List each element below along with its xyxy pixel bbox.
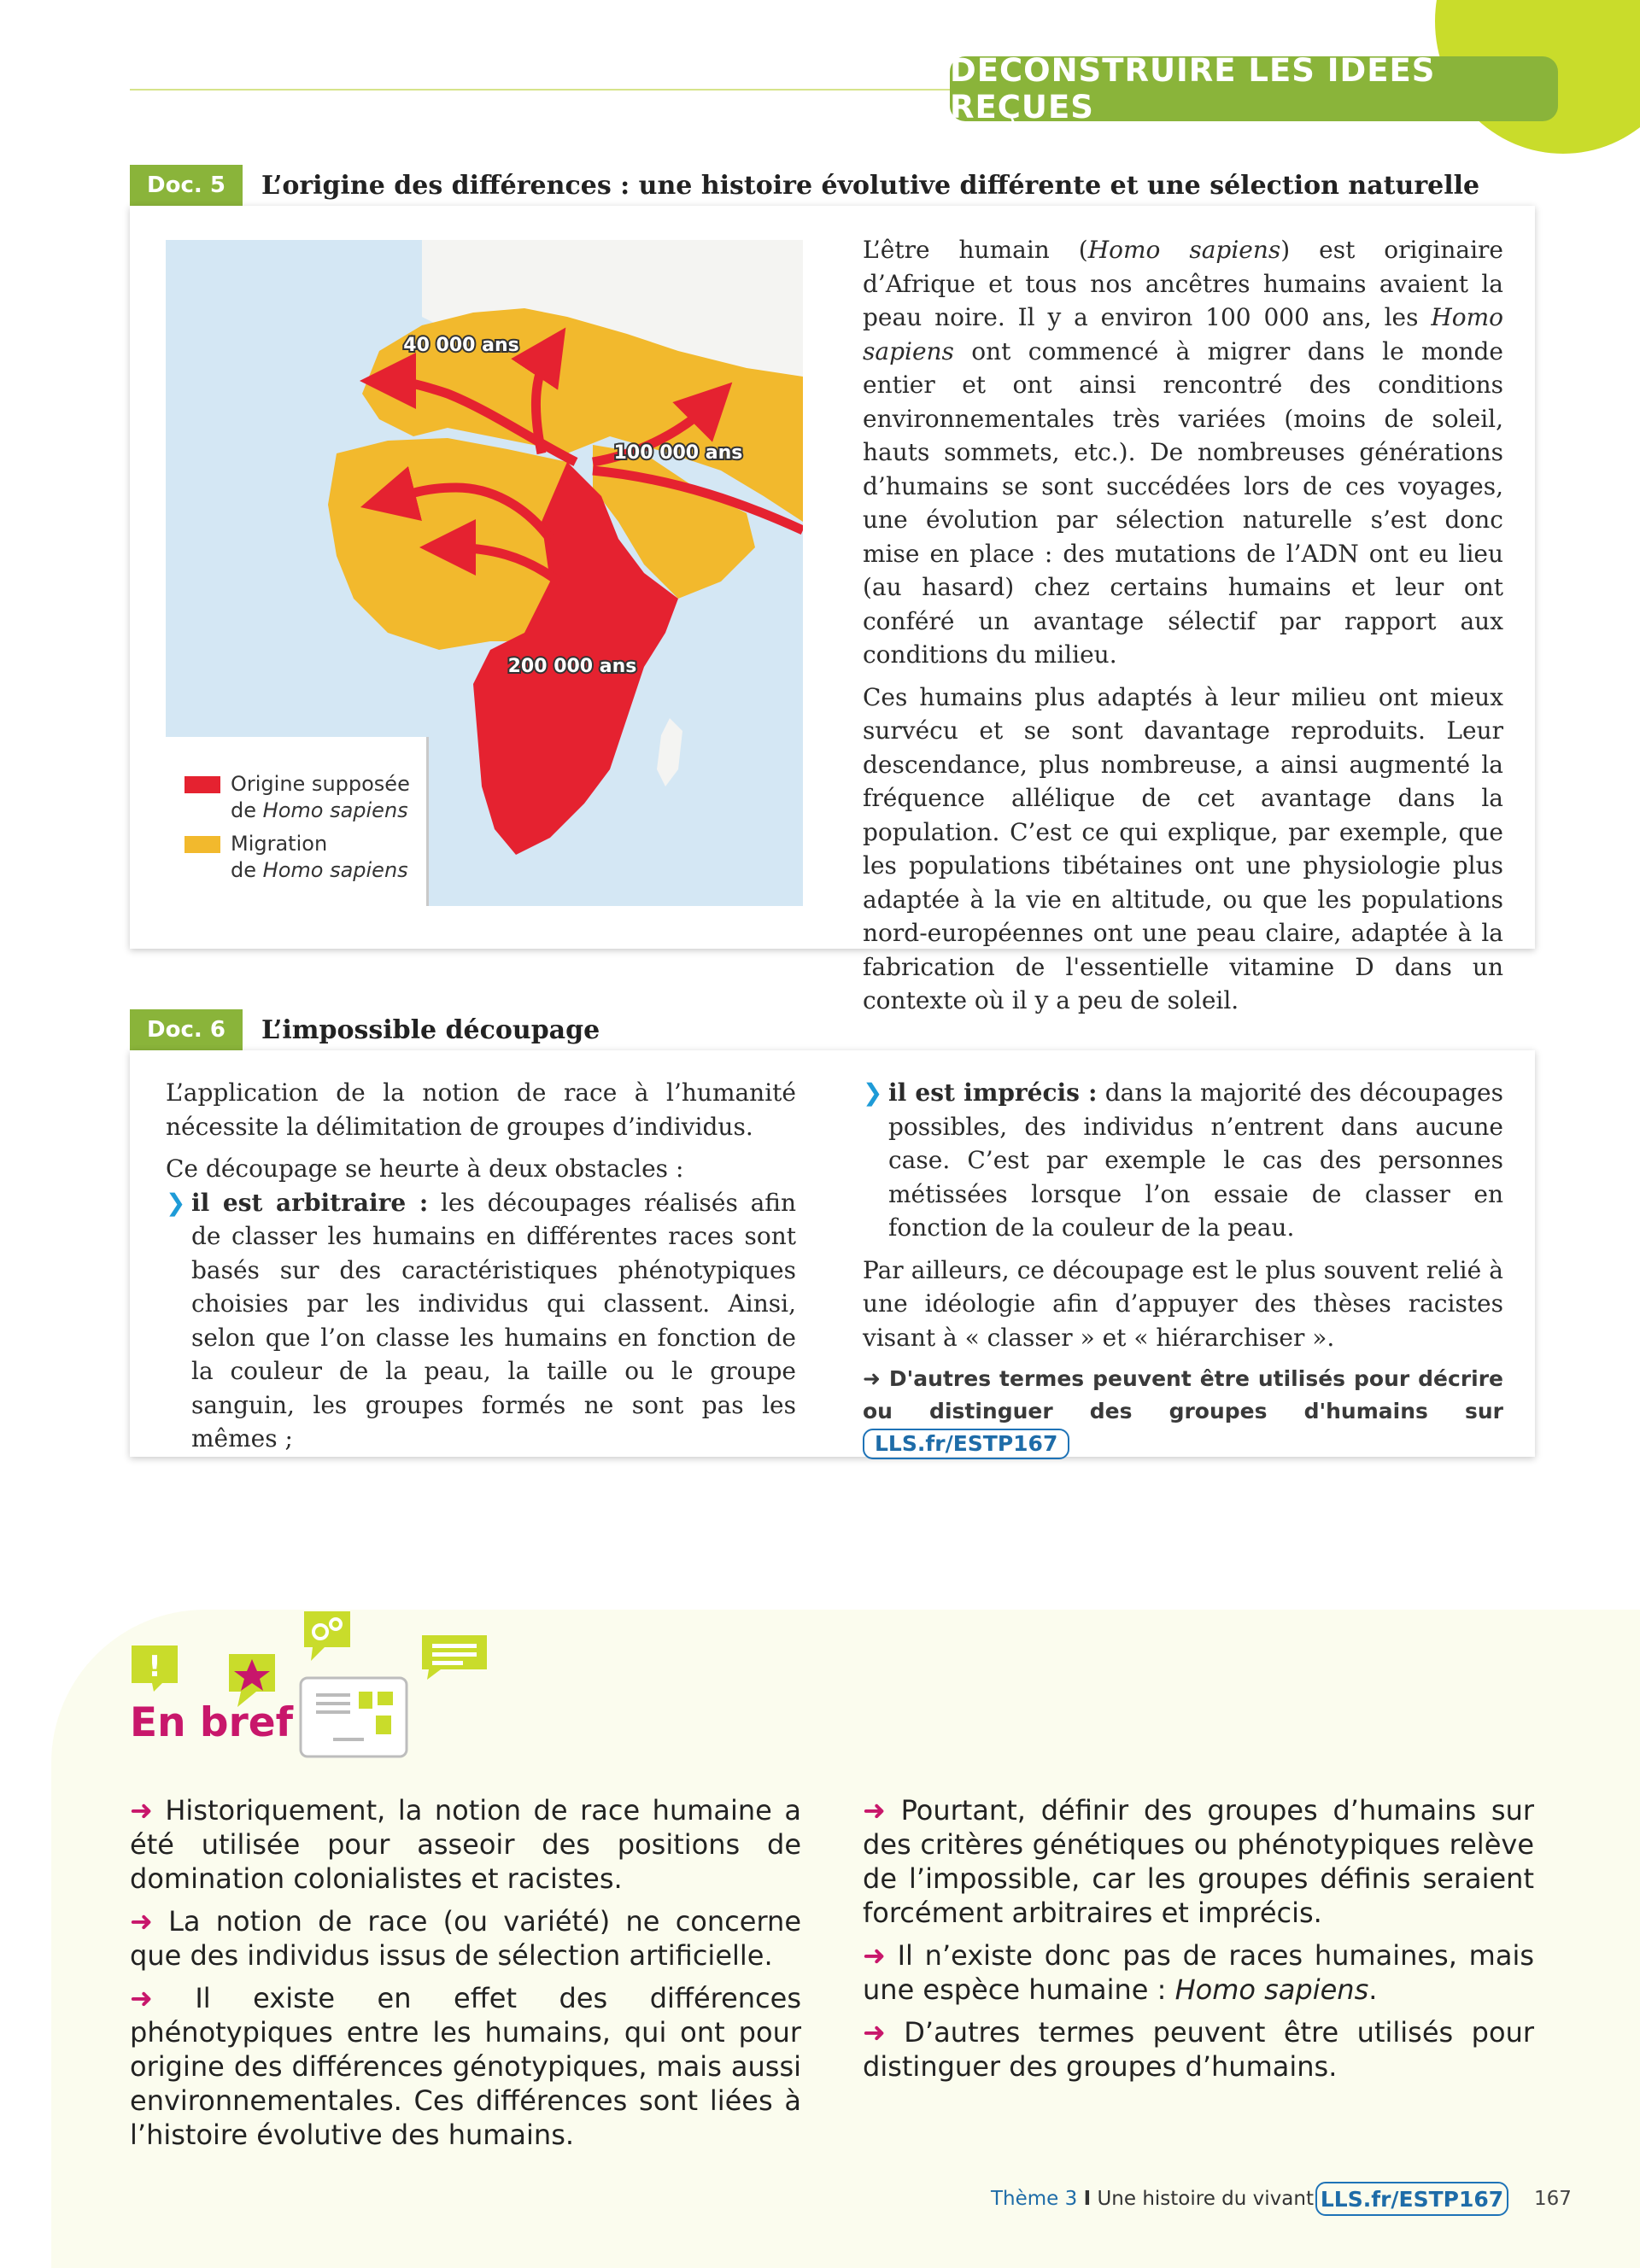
label-200000: 200 000 ans	[507, 656, 637, 677]
page-number: 167	[1534, 2188, 1572, 2210]
exclamation-bubble-icon	[132, 1645, 178, 1692]
svg-text:!: !	[148, 1650, 161, 1684]
doc6-obstacles: Ce découpage se heurte à deux obstacles :	[166, 1154, 684, 1183]
chevron-right-icon: ❯	[166, 1188, 186, 1217]
arrow-right-icon: ➜	[130, 1982, 153, 2014]
page-footer	[0, 2182, 1640, 2216]
brief-item-6: ➜ D’autres termes peuvent être utilisés pour distinguer des groupes d’humains.	[863, 2016, 1535, 2083]
doc6-bullet-arbitrary: ❯ il est arbitraire : les découpages réalisés afin de classer les humains en différentes races sont basés sur des caractéristiques phénotypiques choisies par les individus qui classent. Ainsi, selon que l’on classe les humains en fonction de la couleur de la peau, la taille ou le groupe sanguin, les groupes formés ne sont pas les mêmes ;	[166, 1186, 796, 1456]
doc5-header	[130, 165, 1479, 206]
brief-item-1: ➜ Historiquement, la notion de race humaine a été utilisée pour asseoir des positions de domination colonialistes et racistes.	[130, 1794, 802, 1895]
doc6-card	[130, 1050, 1535, 1457]
arrow-right-icon: ➜	[863, 2016, 886, 2049]
legend-migration	[184, 831, 426, 884]
doc6-left-column	[166, 1076, 796, 1456]
migration-swatch	[184, 836, 220, 853]
header-rule	[130, 89, 984, 91]
doc5-card	[130, 206, 1535, 1014]
doc6-intro: L’application de la notion de race à l’humanité nécessite la délimitation de groupes d’individus.	[166, 1078, 796, 1141]
doc6-web-link[interactable]: LLS.fr/ESTP167	[863, 1429, 1069, 1459]
legend-origin-line2: de Homo sapiens	[231, 798, 408, 822]
arrow-right-icon: ➜	[130, 1905, 153, 1938]
legend-migration-line2: de Homo sapiens	[231, 858, 408, 882]
doc6-header	[130, 1009, 600, 1050]
doc6-web-note: ➜ D'autres termes peuvent être utilisés pour décrire ou distinguer des groupes d'humains sur LLS.fr/ESTP167	[863, 1363, 1503, 1460]
doc5-title: L’origine des différences : une histoire évolutive différente et une sélection naturelle	[261, 170, 1480, 201]
legend-migration-line1: Migration	[231, 832, 328, 856]
map-legend	[166, 737, 429, 906]
chevron-right-icon: ❯	[863, 1078, 883, 1107]
doc5-paragraph2: Ces humains plus adaptés à leur milieu ont mieux survécu et se sont davantage reproduits. Leur descendance, plus nombreuse, a ainsi augmenté la fréquence allélique de cet avantage dans la population. C’est ce qui explique, par exemple, que les populations tibétaines ont une physiologie plus adaptée à la vie en altitude, ou que les populations nord-européennes ont une peau claire, adaptée à la fabrication de l'essentielle vitamine D dans un contexte où il y a peu de soleil.	[863, 682, 1503, 1014]
brief-item-4: ➜ Pourtant, définir des groupes d’humains sur des critères génétiques ou phénotypiques relève de l’impossible, car les groupes définis seraient forcément arbitraires et imprécis.	[863, 1794, 1535, 1929]
brief-item-5: ➜ Il n’existe donc pas de races humaines, mais une espèce humaine : Homo sapiens.	[863, 1939, 1535, 2006]
brief-title: En bref	[130, 1699, 294, 1746]
brief-left-column	[130, 1793, 801, 2160]
doc6-tag: Doc. 6	[130, 1009, 243, 1050]
doc5-tag: Doc. 5	[130, 165, 243, 206]
doc5-paragraph1: L’être humain (Homo sapiens) est originaire d’Afrique et tous nos ancêtres humains avaient la peau noire. Il y a environ 100 000 ans, les Homo sapiens ont commencé à migrer dans le monde entier et ont ainsi rencontré des conditions environnementales très variées (moins de soleil, hauts sommets, etc.). De nombreuses générations d’humains se sont succédées lors de ces voyages, une évolution par sélection naturelle s’est donc mise en place : des mutations de l’ADN ont eu lieu (au hasard) chez certains humains et leur ont conféré un avantage sélectif par rapport aux conditions du milieu.	[863, 236, 1504, 669]
legend-origin-line1: Origine supposée	[231, 772, 410, 796]
legend-migration-text	[231, 831, 408, 884]
arrow-right-icon: ➜	[863, 1939, 886, 1972]
doc6-bullet-imprecise: ❯ il est imprécis : dans la majorité des découpages possibles, des individus n’entrent dans aucune case. C’est par exemple le cas des personnes métissées lorsque l’on essaie de classer en fonction de la couleur de la peau.	[863, 1076, 1503, 1245]
arrow-right-icon: ➜	[863, 1794, 886, 1827]
text-bubble-icon	[422, 1635, 487, 1680]
doc6-right-column	[863, 1076, 1503, 1460]
brief-item-2: ➜ La notion de race (ou variété) ne concerne que des individus issus de sélection artificielle.	[130, 1905, 802, 1972]
doc6-title: L’impossible découpage	[261, 1014, 600, 1045]
brief-item-3: ➜ Il existe en effet des différences phénotypiques entre les humains, qui ont pour origine des différences génotypiques, mais aussi environnementales. Ces différences sont liées à l’histoire évolutive des humains.	[130, 1982, 802, 2151]
origin-swatch	[184, 776, 220, 793]
gears-bubble-icon	[304, 1611, 350, 1661]
arrow-right-icon: ➜	[130, 1794, 153, 1827]
doc5-text	[863, 233, 1503, 1026]
label-40000: 40 000 ans	[403, 335, 519, 356]
label-100000: 100 000 ans	[613, 442, 743, 464]
footer-link[interactable]: LLS.fr/ESTP167	[1315, 2182, 1508, 2216]
brief-right-column	[863, 1793, 1534, 2092]
legend-origin	[184, 771, 426, 824]
doc6-paragraph: Par ailleurs, ce découpage est le plus souvent relié à une idéologie afin d’appuyer des thèses racistes visant à « classer » et « hiérarchiser ».	[863, 1255, 1503, 1352]
document-card-icon	[301, 1678, 407, 1757]
legend-origin-text	[231, 771, 410, 824]
section-banner: DÉCONSTRUIRE LES IDÉES REÇUES	[950, 56, 1558, 121]
footer-theme: Thème 3 I Une histoire du vivant	[991, 2188, 1314, 2210]
